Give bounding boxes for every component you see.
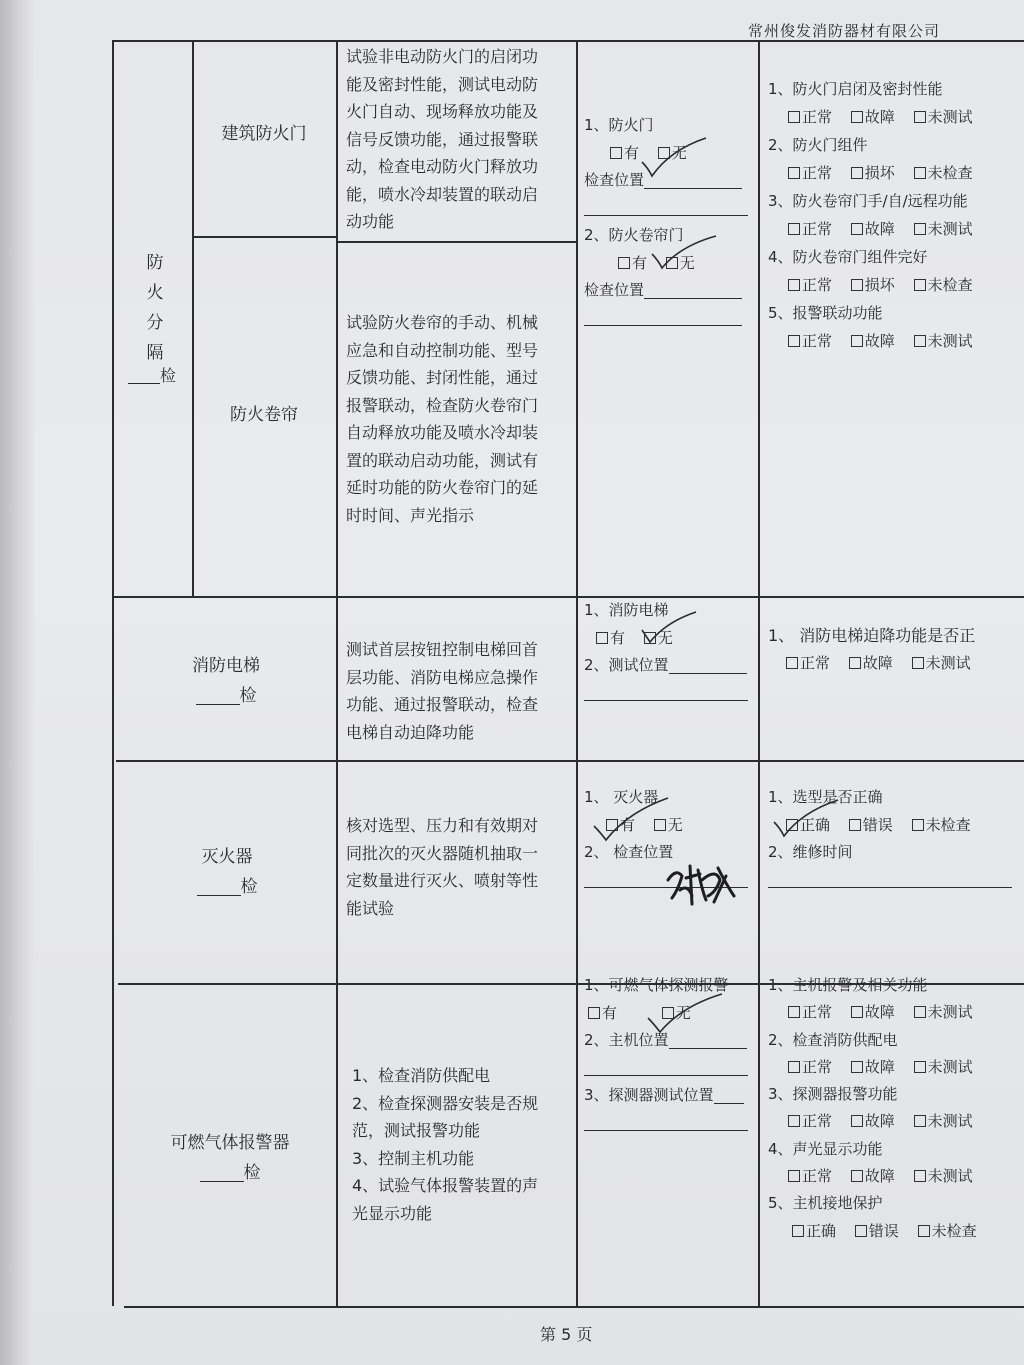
checkbox[interactable] xyxy=(788,167,800,179)
method-line: 能及密封性能，测试电动防 xyxy=(346,74,539,94)
option-label: 正常 xyxy=(802,164,833,182)
checkbox[interactable] xyxy=(914,279,926,291)
option-label: 正常 xyxy=(802,1112,833,1131)
checkbox[interactable] xyxy=(851,279,863,291)
checkbox[interactable] xyxy=(851,223,863,235)
question-label: 1、防火门 xyxy=(584,116,654,134)
result-title: 2、检查消防供配电 xyxy=(768,1030,898,1049)
method-line: 反馈功能、封闭性能，通过 xyxy=(346,368,539,387)
question-label: 3、探测器测试位置 xyxy=(584,1086,714,1104)
row-divider xyxy=(114,596,1024,598)
option-label: 正确 xyxy=(800,815,831,834)
option-label: 正常 xyxy=(802,276,833,294)
method-line: 范，测试报警功能 xyxy=(352,1121,481,1140)
option-label: 故障 xyxy=(864,1057,895,1076)
table-border-bottom xyxy=(124,1306,1024,1308)
method-line: 火门自动、现场释放功能及 xyxy=(346,102,539,121)
method-line: 动功能 xyxy=(346,212,395,231)
checkbox[interactable] xyxy=(851,1170,863,1182)
checkbox[interactable] xyxy=(849,657,861,669)
method-line: 2、检查探测器安装是否规 xyxy=(352,1093,539,1113)
question-label: 2、防火卷帘门 xyxy=(584,226,684,244)
method-line: 4、试验气体报警装置的声 xyxy=(352,1176,539,1195)
page-number: 第 5 页 xyxy=(540,1325,593,1344)
item-name: 消防电梯 xyxy=(192,656,260,676)
result-title: 1、主机报警及相关功能 xyxy=(768,976,928,994)
checkbox[interactable] xyxy=(788,1115,800,1127)
suffix-text: 检 xyxy=(243,1163,261,1183)
option-label: 未测试 xyxy=(927,332,973,350)
fill-in-line[interactable] xyxy=(584,699,748,701)
checkbox[interactable] xyxy=(788,1061,800,1073)
option-label: 正常 xyxy=(802,1003,833,1022)
checkbox[interactable] xyxy=(914,111,926,123)
extinguisher-label xyxy=(118,842,336,902)
method-line: 自动释放功能及喷水冷却装 xyxy=(346,423,539,442)
handwritten-check-mark xyxy=(640,608,700,648)
option-label: 未测试 xyxy=(927,220,973,238)
result-title: 4、防火卷帘门组件完好 xyxy=(768,248,928,266)
fill-in-line[interactable] xyxy=(584,1074,748,1076)
elevator-method xyxy=(346,636,574,746)
gas-alarm-label xyxy=(124,1128,336,1188)
option-label: 故障 xyxy=(864,332,895,350)
checkbox[interactable] xyxy=(851,1115,863,1127)
checkbox[interactable] xyxy=(851,335,863,347)
option-label: 故障 xyxy=(864,1003,895,1022)
row-divider xyxy=(336,241,576,243)
gas-alarm-results xyxy=(768,972,1022,1245)
checkbox[interactable] xyxy=(912,819,924,831)
result-title: 3、探测器报警功能 xyxy=(768,1085,898,1104)
method-line: 电梯自动迫降功能 xyxy=(346,722,475,742)
fill-in-line[interactable] xyxy=(669,672,747,674)
result-title: 5、报警联动功能 xyxy=(768,304,883,322)
option-label: 未检查 xyxy=(927,164,973,182)
question-label: 1、消防电梯 xyxy=(584,601,669,619)
suffix-text: 检 xyxy=(239,686,257,706)
result-title: 2、防火门组件 xyxy=(768,136,868,154)
checkbox[interactable] xyxy=(914,167,926,179)
option-label: 正确 xyxy=(806,1221,837,1240)
checkbox-yes[interactable] xyxy=(596,632,608,644)
question-label: 1、可燃气体探测报警 xyxy=(584,976,729,994)
result-title: 1、选型是否正确 xyxy=(768,788,883,806)
option-label: 故障 xyxy=(862,653,893,672)
option-label: 故障 xyxy=(864,108,895,126)
method-line: 测试首层按钮控制电梯回首 xyxy=(346,640,539,659)
checkbox[interactable] xyxy=(788,335,800,347)
checkbox[interactable] xyxy=(792,1225,804,1237)
method-line: 能试验 xyxy=(346,898,395,918)
fire-partition-suffix xyxy=(128,362,188,390)
method-line: 时时间、声光指示 xyxy=(346,505,475,525)
checkbox[interactable] xyxy=(914,1170,926,1182)
checkbox[interactable] xyxy=(788,1170,800,1182)
fire-door-method xyxy=(346,43,574,236)
question-label: 2、 检查位置 xyxy=(584,843,674,861)
option-label: 未测试 xyxy=(927,1003,973,1022)
result-title: 4、声光显示功能 xyxy=(768,1139,883,1158)
table-border-left xyxy=(112,40,114,1306)
question-label: 1、 灭火器 xyxy=(584,788,659,806)
option-label: 无 xyxy=(675,1003,691,1022)
method-line: 报警联动，检查防火卷帘门 xyxy=(346,395,539,415)
option-label: 未测试 xyxy=(927,1167,973,1186)
option-label: 有 xyxy=(624,143,640,162)
option-label: 有 xyxy=(632,253,648,272)
fill-in-line[interactable] xyxy=(669,1047,747,1049)
method-line: 定数量进行灭火、喷射等性 xyxy=(346,871,539,890)
option-label: 正常 xyxy=(800,653,831,672)
option-label: 正常 xyxy=(802,1167,833,1186)
item-name: 可燃气体报警器 xyxy=(170,1133,290,1153)
result-title: 1、 消防电梯迫降功能是否正 xyxy=(768,626,976,645)
method-line: 功能、通过报警联动，检查 xyxy=(346,695,539,714)
option-label: 未测试 xyxy=(927,108,973,126)
checkbox-yes[interactable] xyxy=(588,1007,600,1019)
fill-in-line[interactable] xyxy=(584,324,742,326)
fire-door-name: 建筑防火门 xyxy=(221,124,307,144)
fire-partition-results xyxy=(768,75,1022,355)
method-line: 能，喷水冷却装置的联动启 xyxy=(346,184,539,204)
method-line: 1、检查消防供配电 xyxy=(352,1066,491,1085)
method-line: 试验防火卷帘的手动、机械 xyxy=(346,313,539,332)
method-line: 光显示功能 xyxy=(352,1203,433,1223)
option-label: 损坏 xyxy=(864,276,895,294)
label-char: 防 xyxy=(146,253,164,273)
checkbox[interactable] xyxy=(849,819,861,831)
fill-in-line[interactable] xyxy=(768,886,1012,888)
method-line: 信号反馈功能，通过报警联 xyxy=(346,129,539,149)
option-label: 无 xyxy=(667,815,683,834)
checkbox[interactable] xyxy=(788,223,800,235)
question-label: 检查位置 xyxy=(584,171,645,189)
option-label: 有 xyxy=(610,628,626,647)
handwritten-check-mark xyxy=(640,132,710,192)
checkbox[interactable] xyxy=(914,223,926,235)
checkbox[interactable] xyxy=(786,657,798,669)
option-label: 无 xyxy=(657,628,673,647)
table-border-top xyxy=(112,40,1024,42)
row-divider xyxy=(116,760,1024,762)
method-line: 延时功能的防火卷帘门的延 xyxy=(346,478,539,497)
elevator-label xyxy=(116,651,336,711)
checkbox[interactable] xyxy=(912,657,924,669)
suffix-text: 检 xyxy=(160,366,177,385)
option-label: 正常 xyxy=(802,1057,833,1076)
option-label: 无 xyxy=(671,143,687,162)
option-label: 故障 xyxy=(864,220,895,238)
elevator-results xyxy=(768,622,1022,677)
question-label: 2、主机位置 xyxy=(584,1031,669,1049)
question-label: 检查位置 xyxy=(584,281,645,299)
fire-shutter-method xyxy=(346,309,574,529)
option-label: 未检查 xyxy=(931,1221,977,1240)
result-title: 3、防火卷帘门手/自/远程功能 xyxy=(768,192,968,210)
suffix-text: 检 xyxy=(240,877,258,897)
checkbox[interactable] xyxy=(914,1006,926,1018)
label-char: 隔 xyxy=(146,343,164,363)
checkbox[interactable] xyxy=(855,1225,867,1237)
result-title: 1、防火门启闭及密封性能 xyxy=(768,80,943,98)
handwritten-check-mark xyxy=(646,990,726,1040)
column-divider xyxy=(576,40,578,1306)
item-name: 灭火器 xyxy=(201,847,253,867)
method-line: 试验非电动防火门的启闭功 xyxy=(346,47,539,66)
option-label: 错误 xyxy=(862,815,893,834)
option-label: 有 xyxy=(602,1003,618,1022)
result-title: 5、主机接地保护 xyxy=(768,1194,883,1213)
question-label: 2、测试位置 xyxy=(584,656,669,674)
checkbox-yes[interactable] xyxy=(610,147,622,159)
option-label: 正常 xyxy=(802,108,833,126)
fill-in-line[interactable] xyxy=(584,1129,748,1131)
checkbox[interactable] xyxy=(788,279,800,291)
checkbox[interactable] xyxy=(914,335,926,347)
checkbox[interactable] xyxy=(851,111,863,123)
checkbox-yes[interactable] xyxy=(618,257,630,269)
handwritten-check-mark xyxy=(772,796,842,841)
option-label: 有 xyxy=(620,815,636,834)
option-label: 未测试 xyxy=(925,653,971,672)
fire-partition-label xyxy=(140,248,170,368)
extinguisher-method xyxy=(346,812,574,922)
label-char: 火 xyxy=(146,283,164,303)
fill-in-line[interactable] xyxy=(714,1102,744,1104)
checkbox[interactable] xyxy=(851,1061,863,1073)
option-label: 未测试 xyxy=(927,1057,973,1076)
option-label: 未检查 xyxy=(927,276,973,294)
row-divider xyxy=(192,236,336,238)
company-header: 常州俊发消防器材有限公司 xyxy=(748,22,941,40)
gas-alarm-method xyxy=(352,1062,574,1227)
column-divider xyxy=(336,40,338,1306)
method-line: 核对选型、压力和有效期对 xyxy=(346,816,539,835)
handwritten-check-mark xyxy=(650,232,720,277)
checkbox[interactable] xyxy=(914,1115,926,1127)
handwritten-signature xyxy=(662,850,742,914)
option-label: 损坏 xyxy=(864,164,895,182)
binding-edge xyxy=(0,0,34,1365)
method-line: 置的联动启动功能，测试有 xyxy=(346,450,539,470)
checkbox[interactable] xyxy=(788,1006,800,1018)
option-label: 故障 xyxy=(864,1167,895,1186)
option-label: 无 xyxy=(679,253,695,272)
checkbox[interactable] xyxy=(914,1061,926,1073)
option-label: 正常 xyxy=(802,332,833,350)
option-label: 正常 xyxy=(802,220,833,238)
checkbox[interactable] xyxy=(918,1225,930,1237)
fill-in-line[interactable] xyxy=(644,297,742,299)
method-line: 层功能、消防电梯应急操作 xyxy=(346,667,539,687)
handwritten-check-mark xyxy=(592,794,672,844)
result-title: 2、维修时间 xyxy=(768,843,853,861)
method-line: 应急和自动控制功能、型号 xyxy=(346,340,539,360)
fire-shutter-name: 防火卷帘 xyxy=(230,405,298,425)
method-line: 同批次的灭火器随机抽取一 xyxy=(346,843,539,863)
fill-in-line[interactable] xyxy=(584,214,748,216)
label-char: 分 xyxy=(146,313,164,333)
option-label: 错误 xyxy=(868,1221,899,1240)
option-label: 故障 xyxy=(864,1112,895,1131)
method-line: 动，检查电动防火门释放功 xyxy=(346,157,539,176)
method-line: 3、控制主机功能 xyxy=(352,1148,475,1168)
option-label: 未检查 xyxy=(925,815,971,834)
column-divider xyxy=(758,40,760,1306)
checkbox[interactable] xyxy=(851,167,863,179)
option-label: 未测试 xyxy=(927,1112,973,1131)
checkbox[interactable] xyxy=(788,111,800,123)
checkbox[interactable] xyxy=(851,1006,863,1018)
